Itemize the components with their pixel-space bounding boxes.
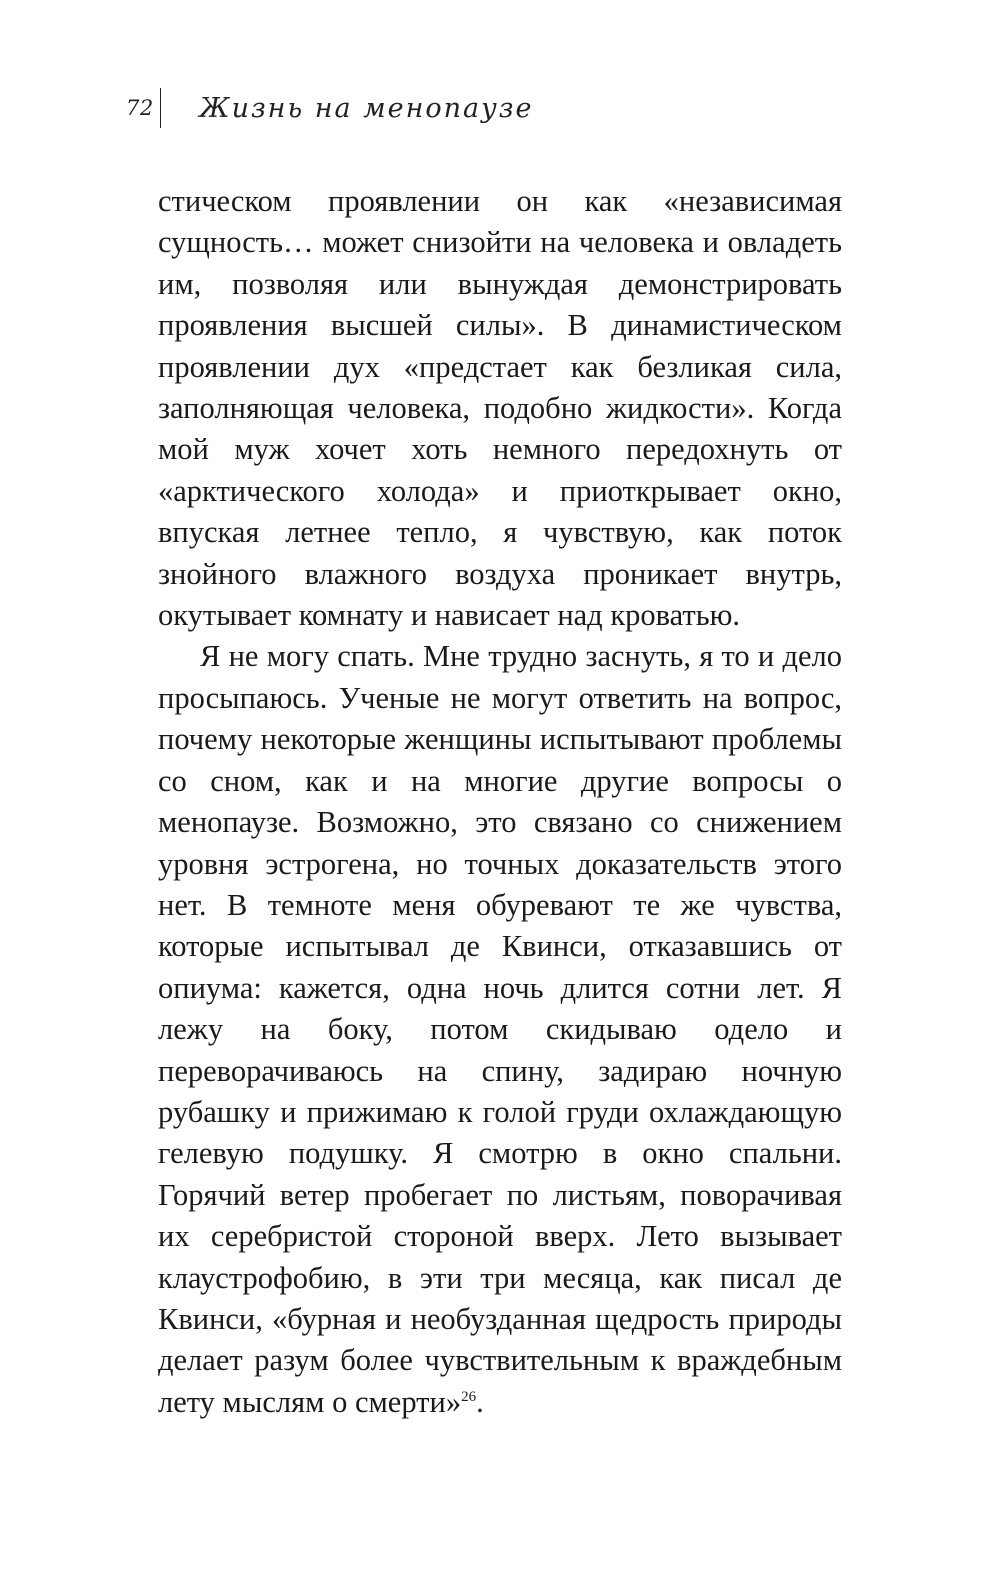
running-title: Жизнь на менопаузе [199,92,534,124]
page-body [158,181,842,1423]
paragraph-sleep-text: Я не могу спать. Мне трудно заснуть, я то и дело просыпаюсь. Ученые не могут ответить на вопрос, почему некоторые женщины испытывают проблемы со сном, как и на многие другие вопросы о менопаузе. Возможно, это связано со снижением уровня эстрогена, но точных доказательств этого нет. В темноте меня обуревают те же чувства, которые испытывал де Квинси, отказавшись от опиума: кажется, одна ночь длится сотни лет. Я лежу на боку, потом скидываю одело и переворачиваюсь на спину, задираю ночную рубашку и прижимаю к голой груди охлаждающую гелевую подушку. Я смотрю в окно спальни. Горячий ветер пробегает по листьям, поворачивая их серебристой стороной вверх. Лето вызывает клаустрофобию, в эти три месяца, как писал де Квинси, «бурная и необузданная щедрость природы делает разум более чувствительным к враждебным лету мыслям о смерти» [158,639,842,1419]
page-number: 72 [126,96,154,120]
page-header [126,86,533,130]
header-divider [160,88,162,128]
footnote-reference[interactable]: 26 [461,1388,477,1405]
paragraph-sleep [158,636,842,1423]
paragraph-continued: стическом проявлении он как «независимая сущность… может снизойти на человека и овладеть им, позволяя или вынуждая демонстрировать проявления высшей силы». В динамистическом проявлении дух «предстает как безликая сила, заполняющая человека, подобно жидкости». Когда мой муж хочет хоть немного передохнуть от «арктического холода» и приоткрывает окно, впуская летнее тепло, я чувствую, как поток знойного влажного воздуха проникает внутрь, окутывает комнату и нависает над кроватью. [158,184,842,633]
paragraph-end-punctuation: . [476,1384,484,1419]
